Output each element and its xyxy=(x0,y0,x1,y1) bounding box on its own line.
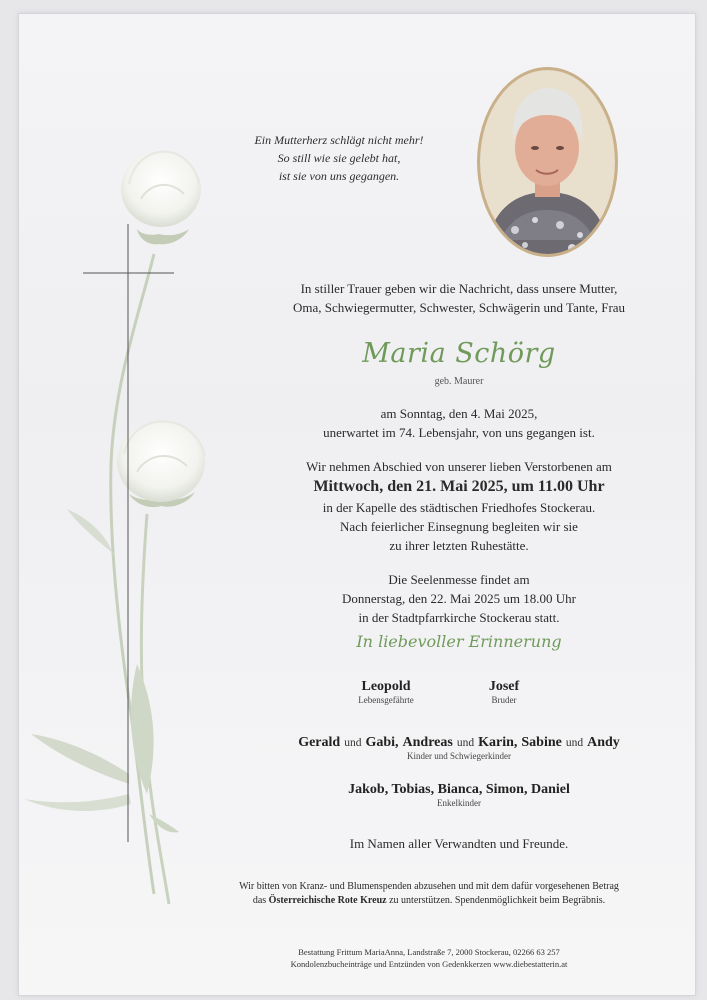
deceased-name: Maria Schörg xyxy=(362,338,556,369)
footer-line: Bestattung Frittum MariaAnna, Landstraße 7, 2000 Stockerau, 02266 63 257 xyxy=(298,947,560,957)
request-line xyxy=(179,894,679,908)
mourner-children xyxy=(249,733,669,761)
child-name: Andreas xyxy=(402,735,453,750)
obituary-card xyxy=(18,13,696,996)
charity-name: Österreichische Rote Kreuz xyxy=(268,895,387,906)
relatives-line: Im Namen aller Verwandten und Freunde. xyxy=(349,836,569,851)
child-name: Andy xyxy=(587,735,620,750)
child-name: Gabi, xyxy=(365,735,399,750)
intro-line: In stiller Trauer geben wir die Nachricht, dass unsere Mutter, xyxy=(300,281,618,296)
mourner-name: Josef xyxy=(488,679,520,694)
mass-line: Die Seelenmesse findet am xyxy=(388,572,530,587)
conjunction: und xyxy=(565,737,584,749)
mass-line: in der Stadtpfarrkirche Stockerau statt. xyxy=(358,610,560,625)
announcement-intro xyxy=(249,279,669,317)
conjunction: und xyxy=(456,737,475,749)
memory-heading: In liebevoller Erinnerung xyxy=(356,632,562,651)
mourner-role: Bruder xyxy=(491,695,517,705)
child-name: Karin, xyxy=(478,735,518,750)
request-text: das xyxy=(252,895,267,906)
mourner-partner xyxy=(341,679,431,705)
portrait-photo xyxy=(477,67,618,257)
requiem-mass-details xyxy=(249,570,669,627)
child-name: Gerald xyxy=(298,735,341,750)
funeral-date: Mittwoch, den 21. Mai 2025, um 11.00 Uhr xyxy=(313,478,605,495)
footer-line: Kondolenzbucheinträge und Entzünden von Gedenkkerzen www.diebestatterin.at xyxy=(290,959,568,969)
portrait-image xyxy=(480,70,615,254)
mourner-grandchildren xyxy=(249,782,669,808)
farewell-line: zu ihrer letzten Ruhestätte. xyxy=(389,538,529,553)
mourner-role: Lebensgefährte xyxy=(358,695,414,705)
funeral-details xyxy=(249,457,669,555)
death-line: unerwartet im 74. Lebensjahr, von uns gegangen ist. xyxy=(323,425,595,440)
mourner-name: Leopold xyxy=(361,679,411,694)
maiden-name: geb. Maurer xyxy=(434,376,484,387)
death-notice xyxy=(249,404,669,442)
motto-line: So still wie sie gelebt hat, xyxy=(277,151,401,165)
motto-line: ist sie von uns gegangen. xyxy=(278,169,400,183)
mourner-role: Kinder und Schwiegerkinder xyxy=(407,751,511,761)
child-name: Sabine xyxy=(521,735,562,750)
mass-line: Donnerstag, den 22. Mai 2025 um 18.00 Uhr xyxy=(342,591,576,606)
death-line: am Sonntag, den 4. Mai 2025, xyxy=(380,406,538,421)
farewell-line: Nach feierlicher Einsegnung begleiten wir sie xyxy=(340,519,578,534)
intro-line: Oma, Schwiegermutter, Schwester, Schwägerin und Tante, Frau xyxy=(292,300,626,315)
donation-request xyxy=(179,880,679,908)
grandchildren-names: Jakob, Tobias, Bianca, Simon, Daniel xyxy=(348,782,570,797)
farewell-line: in der Kapelle des städtischen Friedhofes Stockerau. xyxy=(322,500,596,515)
motto-line: Ein Mutterherz schlägt nicht mehr! xyxy=(254,133,424,147)
mourner-role: Enkelkinder xyxy=(437,798,481,808)
request-line: Wir bitten von Kranz- und Blumenspenden abzusehen und mit dem dafür vorgesehenen Betrag xyxy=(239,881,619,892)
conjunction: und xyxy=(344,737,362,749)
motto-verse xyxy=(239,131,439,185)
request-text: zu unterstützen. Spendenmöglichkeit beim Begräbnis. xyxy=(389,895,606,906)
funeral-home-footer xyxy=(179,946,679,970)
mourner-brother xyxy=(474,679,534,705)
farewell-line: Wir nehmen Abschied von unserer lieben Verstorbenen am xyxy=(306,459,612,474)
